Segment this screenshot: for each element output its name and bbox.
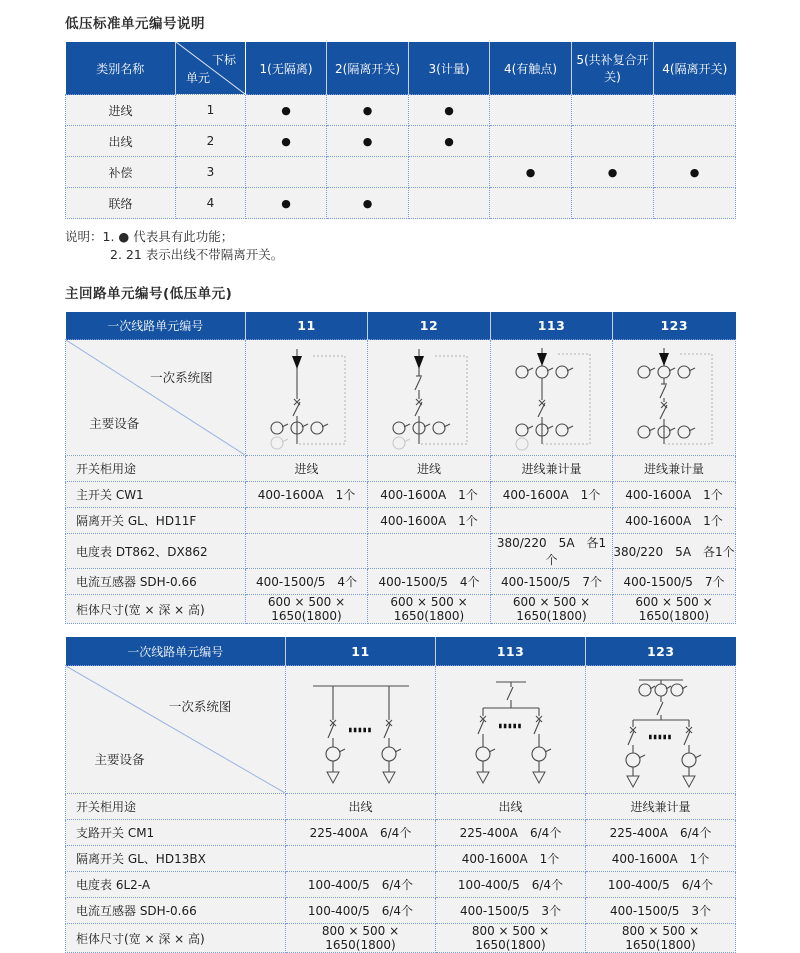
diagonal-label-unit: 单元 (186, 71, 211, 85)
table-row (66, 898, 736, 924)
cell-value: 400-1500/5 4个 (368, 569, 491, 595)
circuit-diagram-12-incoming (377, 344, 481, 452)
cell-value: 出线 (436, 794, 586, 820)
column-header-11: 11 (246, 312, 368, 340)
table-row (66, 508, 736, 534)
cell-value: 100-400/5 6/4个 (286, 898, 436, 924)
cell-value: 600 × 500 × 1650(1800) (613, 595, 736, 624)
cell-value: 400-1600A 1个 (613, 482, 736, 508)
cell-value: 225-400A 6/4个 (436, 820, 586, 846)
main-a-header-row (66, 312, 736, 340)
dot-cell: ● (327, 95, 409, 126)
footnote-line-1: 说明：1. ● 代表具有此功能； (65, 229, 234, 244)
table-row (66, 595, 736, 624)
cell-value: 400-1600A 1个 (613, 508, 736, 534)
cell-value: 100-400/5 6/4个 (436, 872, 586, 898)
column-header-2: 2(隔离开关) (327, 42, 409, 95)
footnote-line-2: 2. 21 表示出线不带隔离开关。 (110, 247, 284, 263)
dot-cell: ● (490, 157, 572, 188)
cell-value: 400-1500/5 3个 (436, 898, 586, 924)
cell-value: 400-1500/5 4个 (246, 569, 368, 595)
table-row (66, 482, 736, 508)
column-header-123: 123 (613, 312, 736, 340)
table-row (66, 456, 736, 482)
column-header-113: 113 (491, 312, 613, 340)
dot-cell: ● (409, 95, 490, 126)
table-row (66, 924, 736, 953)
column-header-1: 1(无隔离) (246, 42, 327, 95)
cell-value: 400-1500/5 3个 (586, 898, 736, 924)
circuit-diagram-113-incoming (500, 344, 604, 452)
unit-number: 1 (176, 95, 246, 126)
cell-value: 600 × 500 × 1650(1800) (246, 595, 368, 624)
diagram-cell (368, 340, 491, 456)
cell-value: 进线兼计量 (586, 794, 736, 820)
column-header-6: 4(隔离开关) (654, 42, 736, 95)
table-row (66, 820, 736, 846)
dot-cell (572, 188, 654, 219)
dot-cell (490, 188, 572, 219)
cell-value (246, 534, 368, 569)
cell-value: 100-400/5 6/4个 (286, 872, 436, 898)
cell-value (491, 508, 613, 534)
row-label: 进线 (66, 95, 176, 126)
column-header-113: 113 (436, 637, 586, 666)
cell-value: 400-1600A 1个 (246, 482, 368, 508)
circuit-diagram-123-incoming (622, 344, 726, 452)
cell-value: 225-400A 6/4个 (586, 820, 736, 846)
diagram-cell (613, 340, 736, 456)
diagonal-label-subscript: 下标 (211, 53, 236, 67)
main-circuit-table-b (65, 637, 736, 953)
column-header-3: 3(计量) (409, 42, 490, 95)
cell-value: 100-400/5 6/4个 (586, 872, 736, 898)
cell-value: 400-1600A 1个 (491, 482, 613, 508)
dot-cell (572, 126, 654, 157)
main-circuit-table-a (65, 312, 736, 624)
circuit-diagram-123-outgoing (591, 670, 731, 790)
dot-cell: ● (654, 157, 736, 188)
row-label: 隔离开关 GL、HD11F (66, 508, 246, 534)
cell-value: 800 × 500 × 1650(1800) (286, 924, 436, 953)
diagram-cell (436, 666, 586, 794)
row-label: 开关柜用途 (66, 456, 246, 482)
cell-value (286, 846, 436, 872)
table-row (66, 188, 736, 219)
table-row (66, 157, 736, 188)
column-header-11: 11 (286, 637, 436, 666)
dot-cell: ● (327, 188, 409, 219)
footnotes (65, 228, 735, 264)
scheme-label-diagram: 一次系统图 (168, 698, 232, 714)
dot-cell (654, 95, 736, 126)
cell-value: 800 × 500 × 1650(1800) (586, 924, 736, 953)
row-label: 柜体尺寸(宽 × 深 × 高) (66, 595, 246, 624)
table-row (66, 846, 736, 872)
column-header-123: 123 (586, 637, 736, 666)
diagram-row (66, 340, 736, 456)
dot-cell (490, 126, 572, 157)
column-header-category: 类别名称 (66, 42, 176, 95)
diagram-cell (491, 340, 613, 456)
dot-cell (409, 188, 490, 219)
row-label: 隔离开关 GL、HD13BX (66, 846, 286, 872)
cell-value: 400-1500/5 7个 (613, 569, 736, 595)
row-label: 电度表 6L2-A (66, 872, 286, 898)
cell-value (246, 508, 368, 534)
diagonal-line (66, 340, 245, 455)
cell-value: 进线 (368, 456, 491, 482)
dot-cell (246, 157, 327, 188)
cell-value: 400-1600A 1个 (586, 846, 736, 872)
dot-cell (327, 157, 409, 188)
diagram-row (66, 666, 736, 794)
unit-number: 3 (176, 157, 246, 188)
diagonal-header-cell (176, 42, 246, 95)
cell-value: 进线兼计量 (491, 456, 613, 482)
scheme-diagonal-cell (66, 340, 246, 456)
diagonal-line (176, 42, 245, 94)
diagram-cell (246, 340, 368, 456)
column-header-12: 12 (368, 312, 491, 340)
scheme-label-equipment: 主要设备 (89, 416, 140, 432)
dot-cell: ● (327, 126, 409, 157)
cell-value: 800 × 500 × 1650(1800) (436, 924, 586, 953)
row-label: 电流互感器 SDH-0.66 (66, 569, 246, 595)
cell-value: 225-400A 6/4个 (286, 820, 436, 846)
cell-value: 400-1600A 1个 (436, 846, 586, 872)
unit-code-header: 一次线路单元编号 (66, 637, 286, 666)
circuit-diagram-113-outgoing (441, 670, 581, 790)
cell-value: 600 × 500 × 1650(1800) (491, 595, 613, 624)
table-row (66, 569, 736, 595)
column-header-4: 4(有触点) (490, 42, 572, 95)
spacer (65, 624, 735, 637)
row-label: 电流互感器 SDH-0.66 (66, 898, 286, 924)
dot-cell: ● (409, 126, 490, 157)
diagram-cell (586, 666, 736, 794)
dot-cell (409, 157, 490, 188)
table-row (66, 534, 736, 569)
row-label: 补偿 (66, 157, 176, 188)
dot-cell (572, 95, 654, 126)
cell-value: 进线兼计量 (613, 456, 736, 482)
cell-value (368, 534, 491, 569)
dot-cell: ● (246, 188, 327, 219)
dot-cell (654, 188, 736, 219)
cell-value: 400-1500/5 7个 (491, 569, 613, 595)
row-label: 电度表 DT862、DX862 (66, 534, 246, 569)
cell-value: 400-1600A 1个 (368, 482, 491, 508)
page-title: 低压标准单元编号说明 (65, 16, 205, 32)
cell-value: 进线 (246, 456, 368, 482)
row-label: 柜体尺寸(宽 × 深 × 高) (66, 924, 286, 953)
dot-cell (490, 95, 572, 126)
scheme-diagonal-cell (66, 666, 286, 794)
row-label: 出线 (66, 126, 176, 157)
cell-value: 出线 (286, 794, 436, 820)
dot-cell (654, 126, 736, 157)
main-b-header-row (66, 637, 736, 666)
dot-cell: ● (572, 157, 654, 188)
cell-value: 380/220 5A 各1个 (491, 534, 613, 569)
dot-cell: ● (246, 95, 327, 126)
row-label: 开关柜用途 (66, 794, 286, 820)
unit-table-header-row (66, 42, 736, 95)
cell-value: 600 × 500 × 1650(1800) (368, 595, 491, 624)
cell-value: 380/220 5A 各1个 (613, 534, 736, 569)
circuit-diagram-11-outgoing (291, 670, 431, 790)
unit-number-table (65, 42, 736, 219)
dot-cell: ● (246, 126, 327, 157)
row-label: 支路开关 CM1 (66, 820, 286, 846)
row-label: 主开关 CW1 (66, 482, 246, 508)
diagram-cell (286, 666, 436, 794)
table-row (66, 95, 736, 126)
unit-number: 2 (176, 126, 246, 157)
cell-value: 400-1600A 1个 (368, 508, 491, 534)
scheme-label-equipment: 主要设备 (94, 751, 145, 767)
section-title: 主回路单元编号(低压单元) (65, 286, 233, 303)
column-header-5: 5(共补复合开关) (572, 42, 654, 95)
table-row (66, 794, 736, 820)
diagonal-line (66, 666, 285, 793)
unit-code-header: 一次线路单元编号 (66, 312, 246, 340)
row-label: 联络 (66, 188, 176, 219)
circuit-diagram-11-incoming (255, 344, 359, 452)
table-row (66, 872, 736, 898)
table-row (66, 126, 736, 157)
unit-number: 4 (176, 188, 246, 219)
scheme-label-diagram: 一次系统图 (150, 369, 213, 385)
